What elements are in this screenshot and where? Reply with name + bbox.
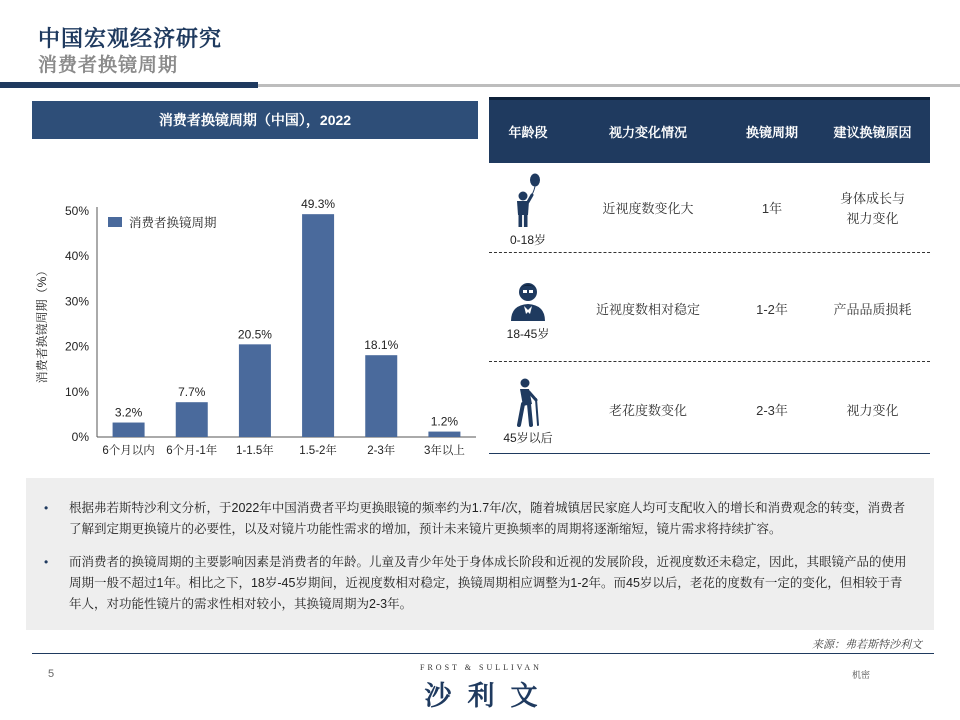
page-subtitle: 消费者换镜周期 <box>38 55 179 76</box>
vision-change-cell: 近视度数相对稳定 <box>595 302 700 317</box>
x-tick-label: 1-1.5年 <box>236 445 274 457</box>
x-tick-label: 6个月以内 <box>102 445 155 457</box>
vision-change-cell: 老花度数变化 <box>608 403 687 418</box>
cycle-cell: 2-3年 <box>756 403 788 418</box>
age-table <box>489 97 930 445</box>
chart-header: 消费者换镜周期（中国），2022 <box>32 101 478 139</box>
analysis-notes <box>26 478 934 630</box>
confidential-label: 机密 <box>852 670 871 680</box>
table-header-cycle: 换镜周期 <box>745 125 798 140</box>
page-number: 5 <box>48 668 55 680</box>
note-text: 而消费者的换镜周期的主要影响因素是消费者的年龄。儿童及青少年处于身体成长阶段和近视的发展阶段，近视度数还未稳定，因此，其眼镜产品的使用周期一般不超过1年。相比之下，18岁-45岁期间，近视度数相对稳定，换镜周期相应调整为1-2年。而45岁以后，老花的度数有一定的变化，但相较于青年人，对功能性镜片的需求性相对较小，其换镜周期为2-3年。 <box>69 555 907 611</box>
bar <box>302 214 334 437</box>
data-label: 7.7% <box>178 385 206 400</box>
elder-cane-icon <box>508 377 548 427</box>
age-label: 0-18岁 <box>509 232 547 247</box>
child-balloon-icon <box>508 171 548 229</box>
y-tick-label: 30% <box>64 294 89 309</box>
x-tick-label: 3年以上 <box>423 445 465 457</box>
table-row <box>489 167 930 251</box>
data-label: 20.5% <box>237 327 272 342</box>
cycle-cell: 1-2年 <box>756 302 788 317</box>
bar-chart <box>30 185 480 460</box>
age-label: 18-45岁 <box>506 326 550 341</box>
table-header-vision: 视力变化情况 <box>608 125 687 140</box>
note-text: 根据弗若斯特沙利文分析，于2022年中国消费者平均更换眼镜的频率约为1.7年/次，随着城镇居民家庭人均可支配收入的增长和消费观念的转变，消费者了解到定期更换镜片的必要性，以及对镜片功能性需求的增加，预计未来镜片更换频率的周期将逐渐缩短，镜片需求将持续扩容。 <box>69 501 906 536</box>
page-title: 中国宏观经济研究 <box>38 26 223 51</box>
legend-label: 消费者换镜周期 <box>129 216 217 230</box>
header-rule-accent <box>0 82 258 88</box>
adult-bust-icon <box>507 279 549 323</box>
table-header-row <box>489 97 930 163</box>
bar <box>239 344 271 437</box>
brand-logo-cn: 沙利文 <box>424 681 554 711</box>
header-rule <box>258 84 960 87</box>
y-tick-label: 20% <box>64 339 89 354</box>
x-tick-label: 6个月-1年 <box>166 445 218 457</box>
y-tick-label: 50% <box>64 204 89 218</box>
row-divider <box>489 361 930 362</box>
reason-cell: 视力变化 <box>846 403 899 418</box>
y-tick-label: 40% <box>64 249 89 264</box>
table-bottom-rule <box>489 453 930 454</box>
data-label: 3.2% <box>114 405 143 420</box>
brand-logo-en: FROST & SULLIVAN <box>420 663 542 672</box>
note-item <box>44 498 914 540</box>
bar <box>365 355 397 437</box>
table-header-age: 年龄段 <box>508 125 548 140</box>
source-note: 来源：弗若斯特沙利文 <box>812 639 922 651</box>
age-label: 45岁以后 <box>503 430 553 445</box>
table-row <box>489 269 930 351</box>
reason-cell: 产品品质损耗 <box>833 302 912 317</box>
cycle-cell: 1年 <box>761 201 783 216</box>
row-divider <box>489 252 930 253</box>
vision-change-cell: 近视度数变化大 <box>602 201 694 216</box>
footer-rule <box>32 653 934 654</box>
reason-cell: 身体成长与 视力变化 <box>839 191 905 226</box>
bar <box>176 402 208 437</box>
legend-swatch <box>108 217 122 227</box>
y-tick-label: 10% <box>64 384 89 399</box>
bar <box>113 423 145 437</box>
x-tick-label: 2-3年 <box>367 445 396 457</box>
note-item <box>44 552 914 615</box>
table-header-reason: 建议换镜原因 <box>833 125 912 140</box>
data-label: 49.3% <box>301 197 336 212</box>
table-row <box>489 371 930 451</box>
y-tick-label: 0% <box>71 430 89 444</box>
y-axis-label: 消费者换镜周期（%） <box>35 264 49 384</box>
data-label: 18.1% <box>364 338 399 353</box>
bullet-icon: • <box>44 501 49 515</box>
bar <box>428 432 460 437</box>
bullet-icon: • <box>44 555 49 569</box>
x-tick-label: 1.5-2年 <box>299 445 337 457</box>
data-label: 1.2% <box>430 414 459 429</box>
